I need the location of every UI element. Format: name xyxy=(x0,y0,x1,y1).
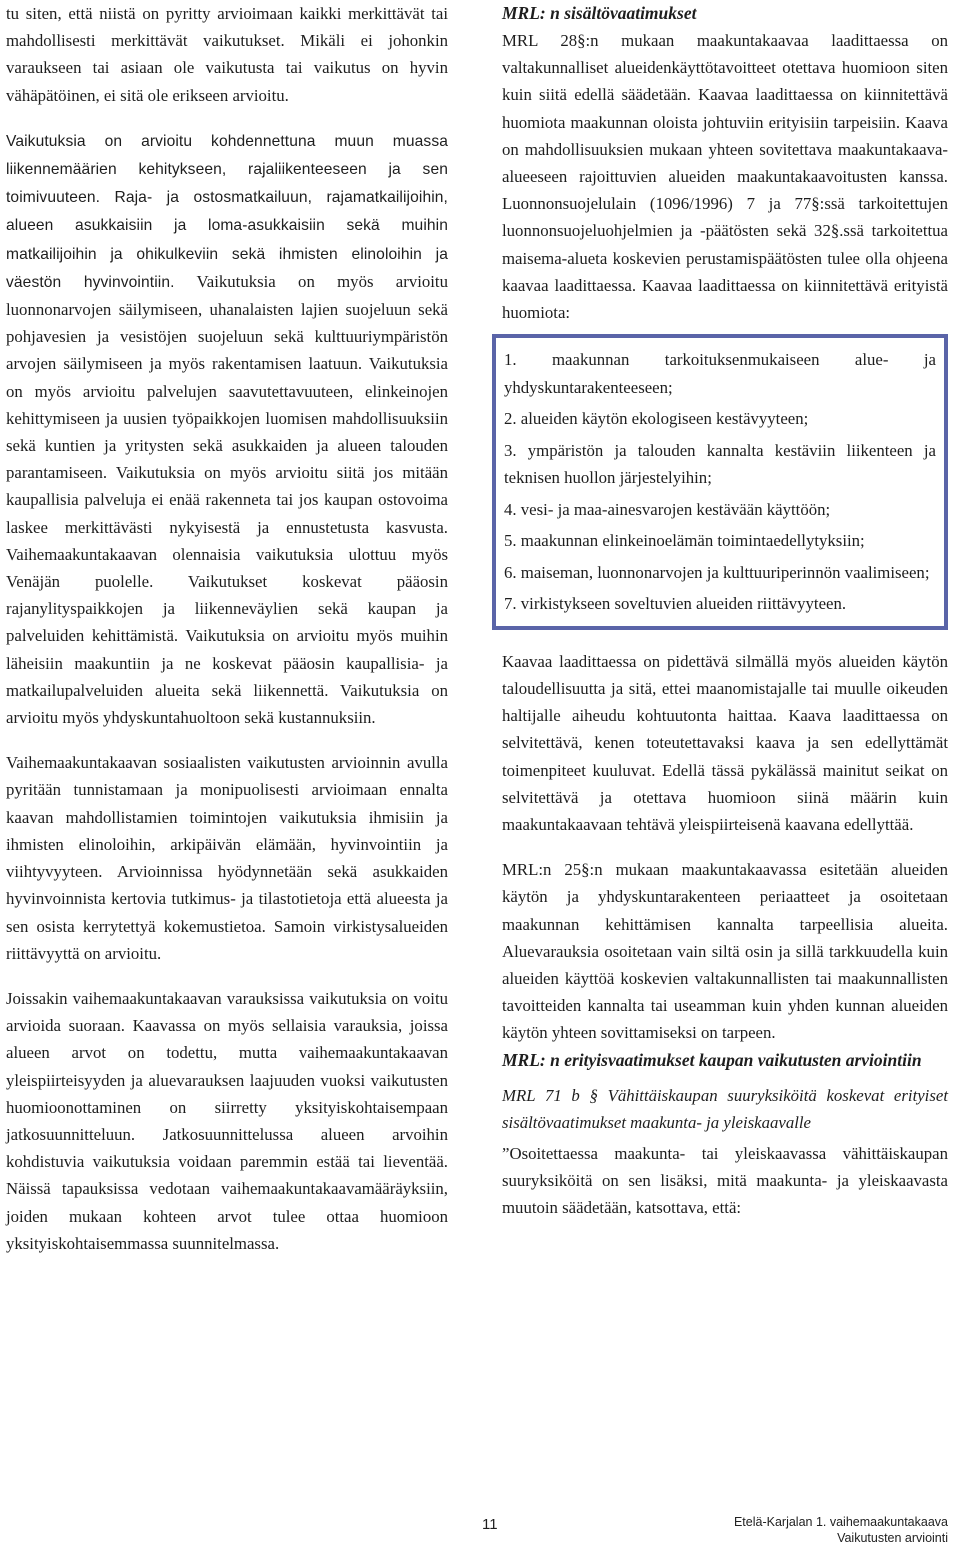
left-column xyxy=(6,0,448,1257)
paragraph-mrl28: MRL 28§:n mukaan maakuntakaavaa laadittaessa on valtakunnalliset alueidenkäyttötavoitteet otettava huomioon siten kuin siitä edellä säädetään. Kaavaa laadittaessa on kiinnitettävä huomiota maakunnan oloista johtuviin erityisiin tarpeisiin. Kaava on mahdollisuuksien mukaan yhteen sovitettava maakuntakaava-alueeseen rajoittuvien alueiden maakuntakaavoitusten kanssa. Luonnonsuojelulain (1096/1996) 7 ja 77§:ssä tarkoitettujen luonnonsuojeluohjelmien ja -päätösten sekä 32§.ssä tarkoitettua maisema-alueta koskevien perustamispäätösten tulee olla ohjeena kaavaa laadittaessa. Kaavaa laadittaessa on kiinnitettävä erityistä huomiota: xyxy=(502,31,948,323)
paragraph-intro: tu siten, että niistä on pyritty arvioimaan kaikki merkittävät tai mahdollisesti merkittävät vaikutukset. Mikäli ei johonkin varaukseen tai asiaan ole vaikutusta tai vaikutus on hyvin vähäpätöinen, ei sitä ole erikseen arvioitu. xyxy=(6,4,448,105)
paragraph-social-impacts: Vaihemaakuntakaavan sosiaalisten vaikutusten arvioinnin avulla pyritään tunnistamaan ja monipuolisesti arvioimaan ennalta kaavan mahdollistamien toimintojen vaikutuksia ihmisiin ja ihmisten elinoloihin, arkipäivän elämään, hyvinvointiin ja viihtyvyyteen. Arvioinnissa hyödynnetään sekä asukkaiden hyvinvoinnista kertovia tutkimus- ja tilastotietoja että alueesta ja sen osista kerrytettyä kokemustietoa. Samoin virkistysalueiden riittävyyttä on arvioitu. xyxy=(6,753,448,963)
list-item: 5. maakunnan elinkeinoelämän toimintaedellytyksiin; xyxy=(504,531,865,551)
footer-title xyxy=(734,1514,948,1546)
paragraph-mrl71b: MRL 71 b § Vähittäiskaupan suuryksiköitä koskevat erityiset sisältövaatimukset maakunta- ja yleiskaavalle xyxy=(502,1085,948,1132)
heading-content-requirements: MRL: n sisältövaatimukset xyxy=(502,3,697,23)
heading-special-requirements: MRL: n erityisvaatimukset kaupan vaikutusten arviointiin xyxy=(502,1049,922,1070)
paragraph-impacts xyxy=(6,127,448,731)
footer-line-1: Etelä-Karjalan 1. vaihemaakuntakaava xyxy=(733,1515,948,1529)
paragraph-impacts-serif: Vaikutuksia on myös arvioitu luonnonarvojen säilymiseen, uhanalaisten lajien suojeluun sekä pohjavesien ja vesistöjen suojeluun sekä kulttuuriympäristön arvojen säilymiseen ja myös rakentamisen laatuun. Vaikutuksia on myös arvioitu palvelujen saavutettavuuteen, elinkeinojen kehittymiseen ja uusien työpaikkojen luomisen mahdollisuuksiin sekä kuntien ja yritysten sekä asukkaiden ja alueen talouden parantamiseen. Vaikutuksia on myös arvioitu siitä jos mitään kaupallisia palveluja ei enää rakenneta tai jos kaupan ostovoima laskee merkittävästi nykyisestä ja ennustetusta kasvusta. Vaihemaakuntakaavan olennaisia vaikutuksia ulottuu myös Venäjän puolelle. Vaikutukset koskevat pääosin rajanylityspaikkojen ja liikenneväylien sekä kaupan ja palveluiden kehittämistä. Vaikutuksia on arvioitu myös muihin läheisiin maakuntiin ja ne koskevat pääosin kaupallisia- ja matkailupalveluiden alueita sekä liikennettä. Vaikutuksia on arvioitu myös yhdyskuntahuoltoon sekä kustannuksiin. xyxy=(6,271,448,728)
paragraph-mrl25: MRL:n 25§:n mukaan maakuntakaavassa esitetään alueiden käytön ja yhdyskuntarakenteen periaatteet ja osoitetaan maakunnan kehittämisen kannalta tarpeellisia alueita. Aluevarauksia osoitetaan vain siltä osin ja sillä tarkkuudella kuin alueiden käyttöä koskevien valtakunnallisten tai maakunnallisten tavoitteiden kannalta tai useamman kuin yhden kunnan alueiden käytön yhteen sovittamiseksi on tarpeen. xyxy=(502,860,948,1043)
footer-line-2: Vaikutusten arviointi xyxy=(837,1531,948,1545)
list-item: 6. maiseman, luonnonarvojen ja kulttuuriperinnön vaalimiseen; xyxy=(504,562,930,582)
list-item: 2. alueiden käytön ekologiseen kestävyyteen; xyxy=(504,409,809,429)
list-item: 4. vesi- ja maa-ainesvarojen kestävään käyttöön; xyxy=(504,499,831,519)
right-column xyxy=(502,0,948,1222)
paragraph-impacts-sans: Vaikutuksia on arvioitu kohdennettuna muun muassa liikennemäärien kehitykseen, rajaliikenteeseen ja sen toimivuuteen. Raja- ja ostosmatkailuun, rajamatkailijoihin, alueen asukkaisiin ja loma-asukkaisiin sekä muihin matkailijoihin ja ohikulkeviin sekä ihmisten elinoloihin ja väestön hyvinvointiin. xyxy=(6,132,448,291)
requirements-box xyxy=(492,334,948,630)
list-item: 7. virkistykseen soveltuvien alueiden riittävyyteen. xyxy=(504,594,847,614)
paragraph-economy: Kaavaa laadittaessa on pidettävä silmällä myös alueiden käytön taloudellisuutta ja sitä, ettei maanomistajalle tai muulle oikeuden haltijalle aiheudu kohtuutonta haittaa. Kaava laadittaessa on selvitettävä, kenen toteutettavaksi kaava ja sen edellyttämät toimenpiteet kuuluvat. Edellä tässä pykälässä mainitut seikat on selvitettävä ja otettava huomioon siinä määrin kuin maakuntakaavaan tehtävä yleispiirteisenä kaavana edellyttää. xyxy=(502,651,948,834)
paragraph-quote: ”Osoitettaessa maakunta- tai yleiskaavassa vähittäiskaupan suuryksiköitä on sen lisäksi, mitä maakunta- ja yleiskaavasta muutoin säädetään, katsottava, että: xyxy=(502,1143,948,1218)
page-number: 11 xyxy=(482,1516,498,1533)
list-item: 1. maakunnan tarkoituksenmukaiseen alue- ja yhdyskuntarakenteeseen; xyxy=(504,350,936,397)
paragraph-direct-assessment: Joissakin vaihemaakuntakaavan varauksissa vaikutuksia on voitu arvioida suoraan. Kaavassa on myös sellaisia varauksia, joissa alueen arvot on todettu, mutta vaihemaakuntakaavan yleispiirteisyyden ja aluevarauksen laajuuden vuoksi vaikutusten huomioonottaminen on siirretty yksityiskohtaisempaan jatkosuunnitteluun. Jatkosuunnittelussa alueen arvoihin kohdistuvia vaikutuksia voidaan paremmin estää tai lieventää. Näissä tapauksissa vedotaan vaihemaakuntakaavamääräyksiin, joiden mukaan kohteen arvot tulee ottaa huomioon yksityiskohtaisemmassa suunnitelmassa. xyxy=(6,988,448,1253)
list-item: 3. ympäristön ja talouden kannalta kestäviin liikenteen ja teknisen huollon järjestelyihin; xyxy=(504,440,936,488)
